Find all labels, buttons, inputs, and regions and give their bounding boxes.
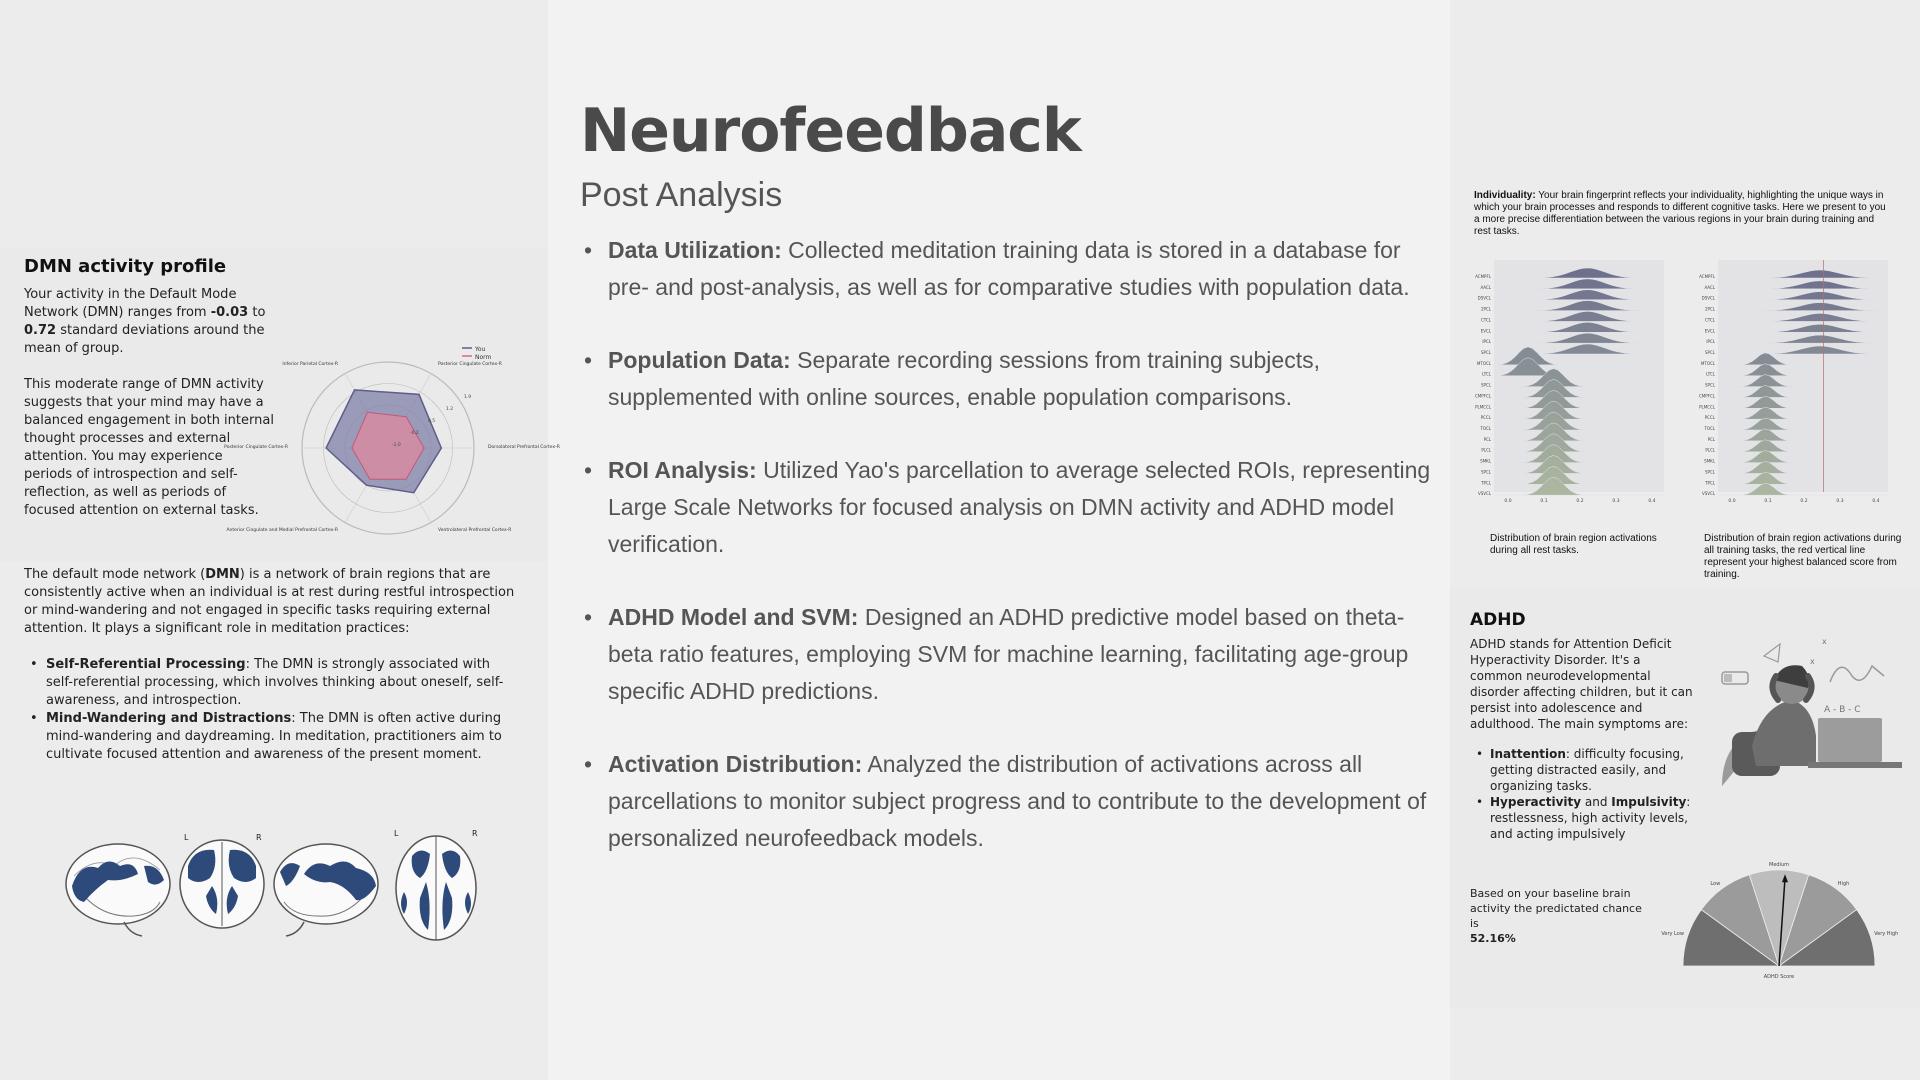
- ridge-row-label: TOCL: [1704, 426, 1715, 431]
- ridge-row-label: EVCL: [1480, 328, 1491, 334]
- radar-axis-label: Inferior Parietal Cortex-R: [282, 361, 338, 367]
- brain-lateral-right: [274, 844, 378, 936]
- ridge-x-tick: 0.3: [1612, 499, 1620, 504]
- ridge-x-tick: 0.2: [1576, 499, 1584, 504]
- adhd-symptoms-list: [1476, 746, 1702, 842]
- dmn-definition: [24, 566, 520, 638]
- individuality-text: [1474, 190, 1888, 238]
- radar-axis-label: Ventrolateral Prefrontal Cortex-R: [438, 528, 512, 534]
- ridge-row-label: 2PCL: [1481, 306, 1491, 312]
- brain-posterior: [180, 833, 264, 928]
- ridge-row-label: ACMPFL: [1699, 274, 1715, 279]
- ridge-row-label: CTCL: [1704, 317, 1715, 323]
- symptom-join: and: [1581, 795, 1612, 809]
- list-item: [584, 342, 1436, 416]
- list-item-text: : The DMN is often active during mind-wandering and daydreaming. In meditation, practitioners aim to cultivate focused attention and awareness of the present moment.: [46, 711, 502, 762]
- ridge-row-label: PCL: [1483, 436, 1491, 442]
- radar-axis-label: Posterior Cingulate Cortex-R: [438, 361, 502, 367]
- list-item-text: : The DMN is strongly associated with self-referential processing, which involves thinking about oneself, self-awareness, and introspection.: [46, 657, 504, 708]
- ridge-row-label: TPCL: [1705, 480, 1715, 486]
- symptom-title: Hyperactivity: [1490, 795, 1582, 809]
- ridge-row-label: PCCL: [1480, 415, 1491, 421]
- brain-label-l2: L: [394, 829, 399, 838]
- bullet-title: Population Data:: [608, 347, 791, 373]
- bullet-title: Data Utilization:: [608, 237, 782, 263]
- radar-axis-label: Posterior Cingulate Cortex-R: [224, 445, 288, 450]
- gauge-label: Low: [1710, 881, 1721, 888]
- legend-you-label: You: [475, 346, 486, 353]
- adhd-score-gauge: [1661, 862, 1899, 982]
- legend-norm-label: Norm: [475, 354, 492, 361]
- ridge-row-label: SPCL: [1481, 382, 1491, 388]
- ridge-row-label: PCL: [1707, 436, 1715, 442]
- adhd-prediction-text: Based on your baseline brain activity the predictated chance is: [1470, 887, 1642, 930]
- brain-label-r2: R: [472, 829, 478, 838]
- page-subtitle: Post Analysis: [580, 176, 783, 214]
- dmn-title: DMN activity profile: [24, 256, 227, 277]
- ridge-row-label: AACL: [1704, 284, 1715, 290]
- ridge-row-label: PLCL: [1481, 447, 1491, 453]
- symptom-text: : difficulty focusing, getting distracted easily, and organizing tasks.: [1490, 747, 1684, 793]
- list-item-title: Self-Referential Processing: [46, 657, 246, 672]
- bullet-title: ROI Analysis:: [608, 457, 757, 483]
- symptom-title: Inattention: [1490, 747, 1566, 761]
- ridge-x-tick: 0.2: [1800, 499, 1808, 504]
- dmn-range-text-c: standard deviations around the mean of group.: [24, 323, 265, 356]
- radar-tick-label: 1.9: [464, 395, 472, 400]
- list-item: [1476, 746, 1702, 794]
- ridge-x-tick: 0.1: [1540, 499, 1548, 504]
- dmn-range-text: [24, 286, 274, 358]
- gauge-label: High: [1837, 881, 1850, 888]
- radar-tick-label: 0.5: [428, 419, 436, 424]
- ridge-x-tick: 0.3: [1836, 499, 1844, 504]
- list-item: [584, 746, 1436, 857]
- list-item: [584, 452, 1436, 563]
- bullet-text: Designed an ADHD predictive model based on theta-beta ratio features, employing SVM for machine learning, facilitating age-group specific ADHD predictions.: [608, 604, 1409, 704]
- ridge-row-label: AACL: [1480, 284, 1491, 290]
- ridge-row-label: 2PCL: [1705, 306, 1715, 312]
- ridge-x-tick: 0.4: [1872, 499, 1880, 504]
- ridge-x-tick: 0.0: [1728, 499, 1736, 504]
- ridge-x-tick: 0.4: [1648, 499, 1656, 504]
- individuality-body: Your brain fingerprint reflects your individuality, highlighting the unique ways in which your brain processes and responds to different cognitive tasks. Here we present to you a more precise differentiation between the various regions in your brain during training and rest tasks.: [1474, 190, 1886, 237]
- gauge-label: Very High: [1874, 931, 1899, 938]
- list-item: [584, 599, 1436, 710]
- brain-dorsal: [394, 829, 478, 940]
- ridge-row-label: PLMCCL: [1475, 404, 1491, 410]
- laptop-icon: [1818, 718, 1882, 762]
- dmn-range-text-a: Your activity in the Default Mode Network (DMN) ranges from: [24, 287, 237, 320]
- bullet-title: Activation Distribution:: [608, 751, 863, 777]
- list-item: [30, 656, 520, 710]
- symptom-text: : restlessness, high activity levels, and acting impulsively: [1490, 795, 1691, 841]
- dmn-roles-list: [30, 656, 520, 764]
- ridge-row-label: SMKL: [1704, 458, 1715, 464]
- ridge-row-label: PCCL: [1704, 415, 1715, 421]
- brain-map-images: [64, 826, 484, 946]
- radar-tick-label: -0.2: [410, 431, 419, 436]
- x-glyph: x: [1810, 657, 1815, 666]
- bullet-title: ADHD Model and SVM:: [608, 604, 859, 630]
- adhd-title: ADHD: [1470, 610, 1526, 630]
- gauge-axis-label: ADHD Score: [1763, 974, 1795, 980]
- ridge-row-label: VSVCL: [1701, 491, 1715, 497]
- ridge-row-label: SPCL: [1481, 469, 1491, 475]
- radar-axis-label: Dorsolateral Prefrontal Cortex-R: [488, 445, 560, 450]
- dmn-radar-chart: [224, 336, 560, 556]
- ridge-row-label: LTCL: [1706, 371, 1715, 377]
- ridge-row-label: TOCL: [1480, 426, 1491, 431]
- ridge-x-tick: 0.1: [1764, 499, 1772, 504]
- radar-legend: [462, 346, 492, 361]
- ridge-row-label: PLCL: [1705, 447, 1715, 453]
- adhd-prediction: [1470, 886, 1646, 946]
- ridge-row-label: IPCL: [1706, 339, 1715, 345]
- list-item: [584, 232, 1436, 306]
- ridge-row-label: MTOCL: [1700, 360, 1715, 366]
- adhd-description: ADHD stands for Attention Deficit Hyperactivity Disorder. It's a common neurodevelopmental disorder affecting children, but it can persist into adolescence and adulthood. The main symptoms are:: [1470, 637, 1693, 731]
- list-item-title: Mind-Wandering and Distractions: [46, 711, 292, 726]
- brain-label-l: L: [184, 833, 189, 842]
- ridge-row-label: PLMCCL: [1699, 404, 1715, 410]
- radar-labels: [224, 361, 560, 533]
- analysis-bullets: [584, 232, 1436, 893]
- ridge-row-label: SPCL: [1705, 350, 1715, 355]
- gauge-label: Very Low: [1661, 931, 1684, 938]
- x-glyph: x: [1822, 637, 1827, 646]
- individuality-title: Individuality:: [1474, 190, 1536, 201]
- dmn-interpretation-text: This moderate range of DMN activity suggests that your mind may have a balanced engagement in both internal thought processes and external attention. You may experience periods of introspection and self-reflection, as well as periods of focused attention on external tasks.: [24, 377, 274, 518]
- bullet-text: Collected meditation training data is stored in a database for pre- and post-analysis, as well as for comparative studies with population data.: [608, 237, 1410, 300]
- bullet-text: Utilized Yao's parcellation to average selected ROIs, representing Large Scale Networks for focused analysis on DMN activity and ADHD model verification.: [608, 457, 1431, 557]
- ridge-row-label: SPCL: [1705, 469, 1715, 475]
- gauge-label: Medium: [1769, 862, 1789, 868]
- rest-ridgeline-chart: [1460, 252, 1670, 512]
- ridge-row-label: DSVCL: [1701, 295, 1715, 301]
- ridge-row-label: ACMPFL: [1475, 274, 1491, 279]
- stressed-person-illustration: [1712, 636, 1902, 786]
- brain-label-r: R: [256, 833, 262, 842]
- dmn-range-high: 0.72: [24, 323, 57, 338]
- bullet-text: Analyzed the distribution of activations across all parcellations to monitor subject progress and to contribute to the development of personalized neurofeedback models.: [608, 751, 1427, 851]
- radar-tick-label: 1.2: [446, 407, 454, 412]
- adhd-prediction-value: 52.16%: [1470, 932, 1516, 945]
- ridge-row-label: IPCL: [1482, 339, 1491, 345]
- ridge-row-label: CMPFCL: [1475, 393, 1491, 399]
- ridge-row-label: EVCL: [1704, 328, 1715, 334]
- abc-text: A - B - C: [1824, 705, 1861, 715]
- ridge-row-label: CTCL: [1480, 317, 1491, 323]
- bullet-text: Separate recording sessions from training subjects, supplemented with online sources, enable population comparisons.: [608, 347, 1320, 410]
- ridge-row-label: MTOCL: [1476, 360, 1491, 366]
- dmn-range-low: -0.03: [210, 305, 249, 320]
- ridge-row-label: SMKL: [1480, 458, 1491, 464]
- person-body-icon: [1752, 700, 1816, 766]
- radar-tick-label: -1.0: [392, 443, 401, 448]
- symptom-title-2: Impulsivity: [1611, 795, 1687, 809]
- list-item: [1476, 794, 1702, 842]
- radar-axis-label: Anterior Cingulate and Medial Prefrontal Cortex-R: [226, 528, 338, 534]
- rest-chart-caption: Distribution of brain region activations during all rest tasks.: [1490, 533, 1657, 556]
- ridge-row-label: VSVCL: [1477, 491, 1491, 497]
- ridge-row-label: SPCL: [1481, 350, 1491, 355]
- ridge-row-label: SPCL: [1705, 382, 1715, 388]
- training-chart-caption: Distribution of brain region activations during all training tasks, the red vertical line represent your highest balanced score from training.: [1704, 533, 1902, 580]
- dmn-def-b: ) is a network of brain regions that are consistently active when an individual is at rest during restful introspection or mind-wandering and not engaged in specific tasks requiring external attention. It plays a significant role in meditation practices:: [24, 567, 515, 636]
- ridge-x-tick: 0.0: [1504, 499, 1512, 504]
- ridge-row-label: CMPFCL: [1699, 393, 1715, 399]
- dmn-def-bold: DMN: [205, 567, 240, 582]
- training-ridgeline-chart: [1684, 252, 1894, 512]
- dmn-range-text-b: to: [248, 305, 266, 320]
- ridge-row-label: DSVCL: [1477, 295, 1491, 301]
- ridge-row-label: TPCL: [1481, 480, 1491, 486]
- dmn-def-a: The default mode network (: [24, 567, 206, 582]
- ridge-row-label: LTCL: [1482, 371, 1491, 377]
- list-item: [30, 710, 520, 764]
- page-title: Neurofeedback: [580, 96, 1081, 166]
- brain-lateral-left: [66, 844, 170, 936]
